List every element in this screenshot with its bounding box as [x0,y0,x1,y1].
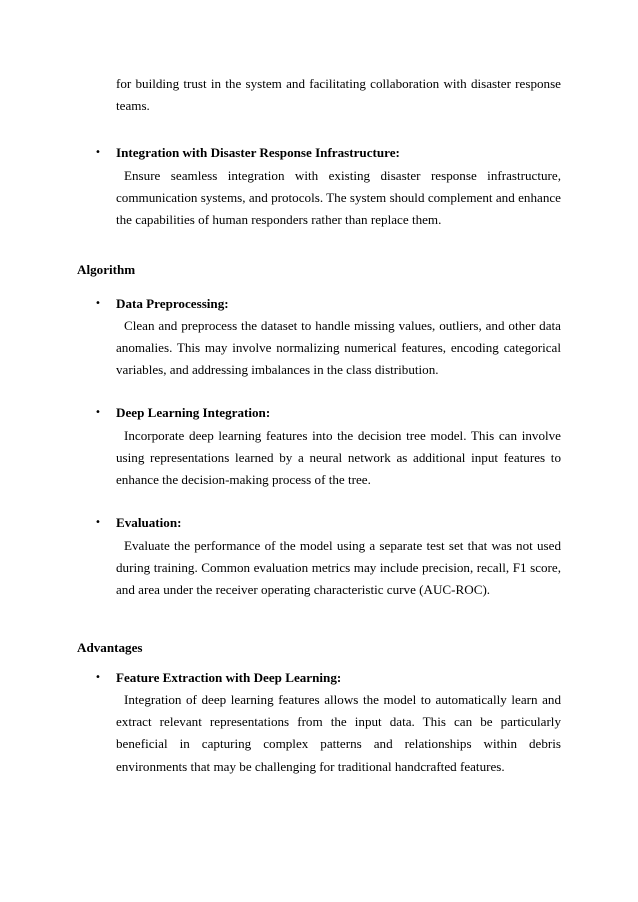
bullet-body-data-preprocessing [116,315,561,382]
paragraph: Ensure seamless integration with existing disaster response infrastructure, communication systems, and protocols. The system should complement and enhance the capabilities of human responders rather than replace them. [116,168,561,228]
bullet-title: Feature Extraction with Deep Learning: [116,670,342,685]
bullet-icon: • [95,407,101,418]
bullet-body-feature-extraction [116,689,561,778]
intro-continuation [116,73,561,117]
bullet-title: Deep Learning Integration: [116,405,271,420]
bullet-body-integration [116,165,561,232]
bullet-title: Integration with Disaster Response Infrastructure: [116,145,400,160]
bullet-body-evaluation [116,535,561,602]
bullet-title: Evaluation: [116,515,182,530]
section-heading-advantages: Advantages [77,640,143,655]
paragraph: Integration of deep learning features allows the model to automatically learn and extract relevant representations from the input data. This can be particularly beneficial in capturing complex patterns and relationships within debris environments that may be challenging for traditional handcrafted features. [116,692,561,774]
bullet-icon: • [95,298,101,309]
bullet-icon: • [95,517,101,528]
bullet-body-deep-learning-integration [116,425,561,492]
paragraph: Clean and preprocess the dataset to handle missing values, outliers, and other data anomalies. This may involve normalizing numerical features, encoding categorical variables, and addressing imbalances in the class distribution. [116,318,561,378]
paragraph: Evaluate the performance of the model using a separate test set that was not used during training. Common evaluation metrics may include precision, recall, F1 score, and area under the receiver operating characteristic curve (AUC-ROC). [116,538,561,598]
bullet-title: Data Preprocessing: [116,296,229,311]
paragraph: for building trust in the system and facilitating collaboration with disaster response teams. [116,76,561,114]
bullet-icon: • [95,147,101,158]
section-heading-algorithm: Algorithm [77,262,136,277]
paragraph: Incorporate deep learning features into the decision tree model. This can involve using representations learned by a neural network as additional input features to enhance the decision-making process of the tree. [116,428,561,488]
bullet-icon: • [95,672,101,683]
